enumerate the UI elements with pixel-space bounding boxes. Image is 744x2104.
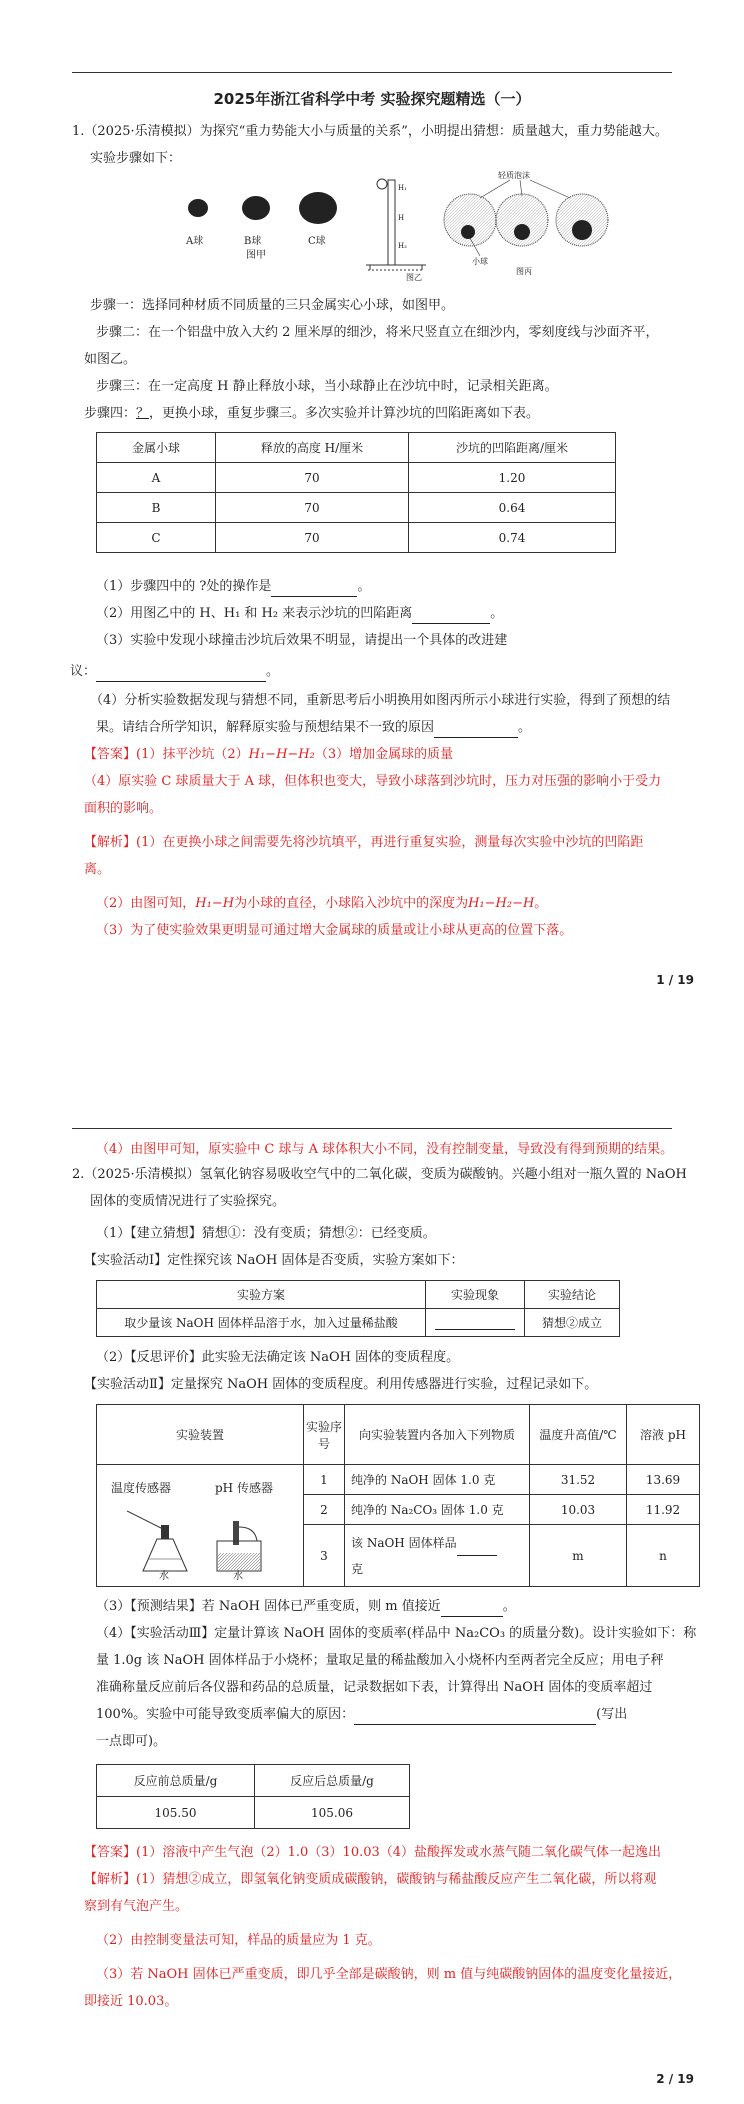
label-small-ball: 小球 xyxy=(472,257,488,266)
q2-activity-3c: 准确称量反应前后各仪器和药品的总质量，记录数据如下表，计算得出 NaOH 固体的变质率超过 xyxy=(96,1680,653,1695)
table-row: 温度传感器 pH 传感器 水 水 1 纯净的 NaOH 固体 1.0 克 31.52 13.69 xyxy=(97,1465,700,1495)
q1-step3: 步骤三：在一定高度 H 静止释放小球，当小球静止在沙坑中时，记录相关距离。 xyxy=(96,379,558,394)
sensor-apparatus: 温度传感器 pH 传感器 水 水 xyxy=(97,1465,303,1585)
ball-c xyxy=(299,192,337,224)
label-ball-a: A球 xyxy=(186,236,204,247)
q1-sub3: （3）实验中发现小球撞击沙坑后效果不明显，请提出一个具体的改进建 xyxy=(96,633,508,648)
q2-explain-2: （2）由控制变量法可知，样品的质量应为 1 克。 xyxy=(96,1933,381,1948)
q2-explain-1b: 察到有气泡产生。 xyxy=(84,1899,189,1914)
q1-sub1: （1）步骤四中的 ?处的操作是 。 xyxy=(96,577,672,597)
q1-step1: 步骤一：选择同种材质不同质量的三只金属实心小球，如图甲。 xyxy=(90,298,455,313)
q2-plan-table: 实验方案 实验现象 实验结论 取少量该 NaOH 固体样品溶于水，加入过量稀盐酸 猜想②成立 xyxy=(96,1280,620,1337)
answer-blank[interactable] xyxy=(412,609,490,624)
q2-activity-2: 【实验活动Ⅱ】定量探究 NaOH 固体的变质程度。利用传感器进行实验，过程记录如下。 xyxy=(84,1377,598,1392)
q2-activity-3a: （4）【实验活动Ⅲ】定量计算该 NaOH 固体的变质率(样品中 Na₂CO₃ 的质量分数)。设计实验如下：称 xyxy=(96,1626,697,1641)
top-rule-2 xyxy=(72,1128,672,1129)
q1-explain-1a: 【解析】(1）在更换小球之间需要先将沙坑填平，再进行重复实验，测量每次实验中沙坑的凹陷距 xyxy=(84,835,644,850)
q2-mass-table: 反应前总质量/g 反应后总质量/g 105.50 105.06 xyxy=(96,1764,410,1829)
q1-answer: 【答案】(1）抹平沙坑（2）H₁−H−H₂（3）增加金属球的质量 xyxy=(84,747,454,762)
ruler-ball xyxy=(377,179,387,189)
q2-intro-b: 固体的变质情况进行了实验探究。 xyxy=(90,1194,286,1209)
q1-explain-2: （2）由图可知，H₁−H为小球的直径，小球陷入沙坑中的深度为H₁−H₂−H。 xyxy=(96,896,548,911)
q1-answer-4a: （4）原实验 C 球质量大于 A 球，但体积也变大，导致小球落到沙坑时，压力对压强的影响小于受力 xyxy=(84,774,662,789)
q2-activity-3e: 一点即可)。 xyxy=(96,1734,167,1749)
q1-sub3b: 议： 。 xyxy=(70,662,672,682)
label-light-foam: 轻质泡沫 xyxy=(498,171,530,180)
q1-explain-3: （3）为了使实验效果更明显可通过增大金属球的质量或让小球从更高的位置下落。 xyxy=(96,923,573,938)
table-row: A 70 1.20 xyxy=(97,463,616,493)
answer-blank[interactable] xyxy=(441,1602,503,1617)
q1-intro: 1.（2025·乐清模拟）为探究“重力势能大小与质量的关系”，小明提出猜想：质量越大，重力势能越大。 xyxy=(72,124,668,139)
svg-text:H₁: H₁ xyxy=(398,184,407,192)
q2-hypothesis: （1）【建立猜想】猜想①：没有变质；猜想②：已经变质。 xyxy=(96,1226,436,1241)
svg-text:水: 水 xyxy=(159,1571,169,1581)
q1-data-table: 金属小球 释放的高度 H/厘米 沙坑的凹陷距离/厘米 A 70 1.20 B 70 0.64 C 70 0.74 xyxy=(96,432,616,553)
q1-answer-4b: 面积的影响。 xyxy=(84,801,163,816)
svg-text:H: H xyxy=(398,214,405,222)
q2-intro-a: 2.（2025·乐清模拟）氢氧化钠容易吸收空气中的二氧化碳，变质为碳酸钠。兴趣小组对一瓶久置的 NaOH xyxy=(72,1167,687,1182)
answer-blank[interactable] xyxy=(435,1315,515,1330)
q1-steps-label: 实验步骤如下： xyxy=(90,151,182,166)
table-row: 2 纯净的 Na₂CO₃ 固体 1.0 克 10.03 11.92 xyxy=(97,1495,700,1525)
q2-sensor-table: 实验装置 实验序号 向实验装置内各加入下列物质 温度升高值/℃ 溶液 pH 温度传感器 pH 传感器 水 水 1 纯净的 NaOH 固体 1.0 克 31.52 13.69 2 纯净的 Na₂CO₃ 固体 1.0 克 10.03 11.92 3 该 NaOH 固体样品 克 m n xyxy=(96,1404,700,1587)
q1-sub4a: （4）分析实验数据发现与猜想不同，重新思考后小明换用如图丙所示小球进行实验，得到了预想的结 xyxy=(90,693,671,708)
q1-explain-1b: 离。 xyxy=(84,862,111,877)
q2-explain-3b: 即接近 10.03。 xyxy=(84,1994,178,2009)
q2-activity-1: 【实验活动Ⅰ】定性探究该 NaOH 固体是否变质，实验方案如下： xyxy=(84,1253,464,1268)
table-row: 取少量该 NaOH 固体样品溶于水，加入过量稀盐酸 猜想②成立 xyxy=(97,1309,620,1337)
svg-text:水: 水 xyxy=(233,1571,243,1581)
svg-text:H₂: H₂ xyxy=(398,242,407,250)
table-row: 105.50 105.06 xyxy=(97,1797,410,1829)
q1-figure xyxy=(170,170,630,282)
table-row: 3 该 NaOH 固体样品 克 m n xyxy=(97,1525,700,1587)
top-rule xyxy=(72,72,672,73)
q2-prediction: （3）【预测结果】若 NaOH 固体已严重变质，则 m 值接近 。 xyxy=(96,1597,672,1617)
q1-sub4b: 果。请结合所学知识，解释原实验与预想结果不一致的原因 。 xyxy=(96,718,672,738)
ball-b xyxy=(242,196,270,220)
answer-blank[interactable] xyxy=(96,667,266,682)
page-number: 1 / 19 xyxy=(656,973,694,987)
answer-blank[interactable] xyxy=(271,582,357,597)
beaker-diagram xyxy=(117,1501,287,1581)
q2-explain-3a: （3）若 NaOH 固体已严重变质，即几乎全部是碳酸钠，则 m 值与纯碳酸钠固体的温度变化量接近， xyxy=(96,1967,682,1982)
page-number-2: 2 / 19 xyxy=(656,2072,694,2086)
q1-explain-4: （4）由图甲可知，原实验中 C 球与 A 球体积大小不同，没有控制变量，导致没有得到预期的结果。 xyxy=(96,1142,674,1157)
q1-step2b: 如图乙。 xyxy=(84,352,137,367)
q2-answer: 【答案】(1）溶液中产生气泡（2）1.0（3）10.03（4）盐酸挥发或水蒸气随二氧化碳气体一起逸出 xyxy=(84,1845,662,1860)
table-row: B 70 0.64 xyxy=(97,493,616,523)
label-fig-yi: 图乙 xyxy=(406,273,422,282)
answer-blank[interactable] xyxy=(354,1710,596,1725)
answer-blank[interactable] xyxy=(457,1541,497,1556)
q2-reflection: （2）【反思评价】此实验无法确定该 NaOH 固体的变质程度。 xyxy=(96,1350,460,1365)
label-fig-bing: 图丙 xyxy=(516,267,532,276)
q1-step4: 步骤四：？，更换小球，重复步骤三。多次实验并计算沙坑的凹陷距离如下表。 xyxy=(84,406,540,421)
ruler xyxy=(388,180,395,265)
answer-blank[interactable] xyxy=(434,723,518,738)
page-title: 2025年浙江省科学中考 实验探究题精选（一） xyxy=(213,90,531,108)
ball-a xyxy=(188,199,208,217)
q2-activity-3d: 100%。实验中可能导致变质率偏大的原因： (写出 xyxy=(96,1705,672,1725)
label-ball-c: C球 xyxy=(308,236,326,247)
table-row: C 70 0.74 xyxy=(97,523,616,553)
label-fig-jia: 图甲 xyxy=(246,250,266,261)
q2-activity-3b: 量 1.0g 该 NaOH 固体样品于小烧杯；量取足量的稀盐酸加入小烧杯内至两者完全反应；用电子秤 xyxy=(96,1653,664,1668)
q1-step2a: 步骤二：在一个铝盘中放入大约 2 厘米厚的细沙，将米尺竖直立在细沙内，零刻度线与沙面齐平， xyxy=(96,325,659,340)
q1-sub2: （2）用图乙中的 H、H₁ 和 H₂ 来表示沙坑的凹陷距离 。 xyxy=(96,604,672,624)
q2-explain-1a: 【解析】(1）猜想②成立，即氢氧化钠变质成碳酸钠，碳酸钠与稀盐酸反应产生二氧化碳，所以将观 xyxy=(84,1872,657,1887)
label-ball-b: B球 xyxy=(244,236,262,247)
